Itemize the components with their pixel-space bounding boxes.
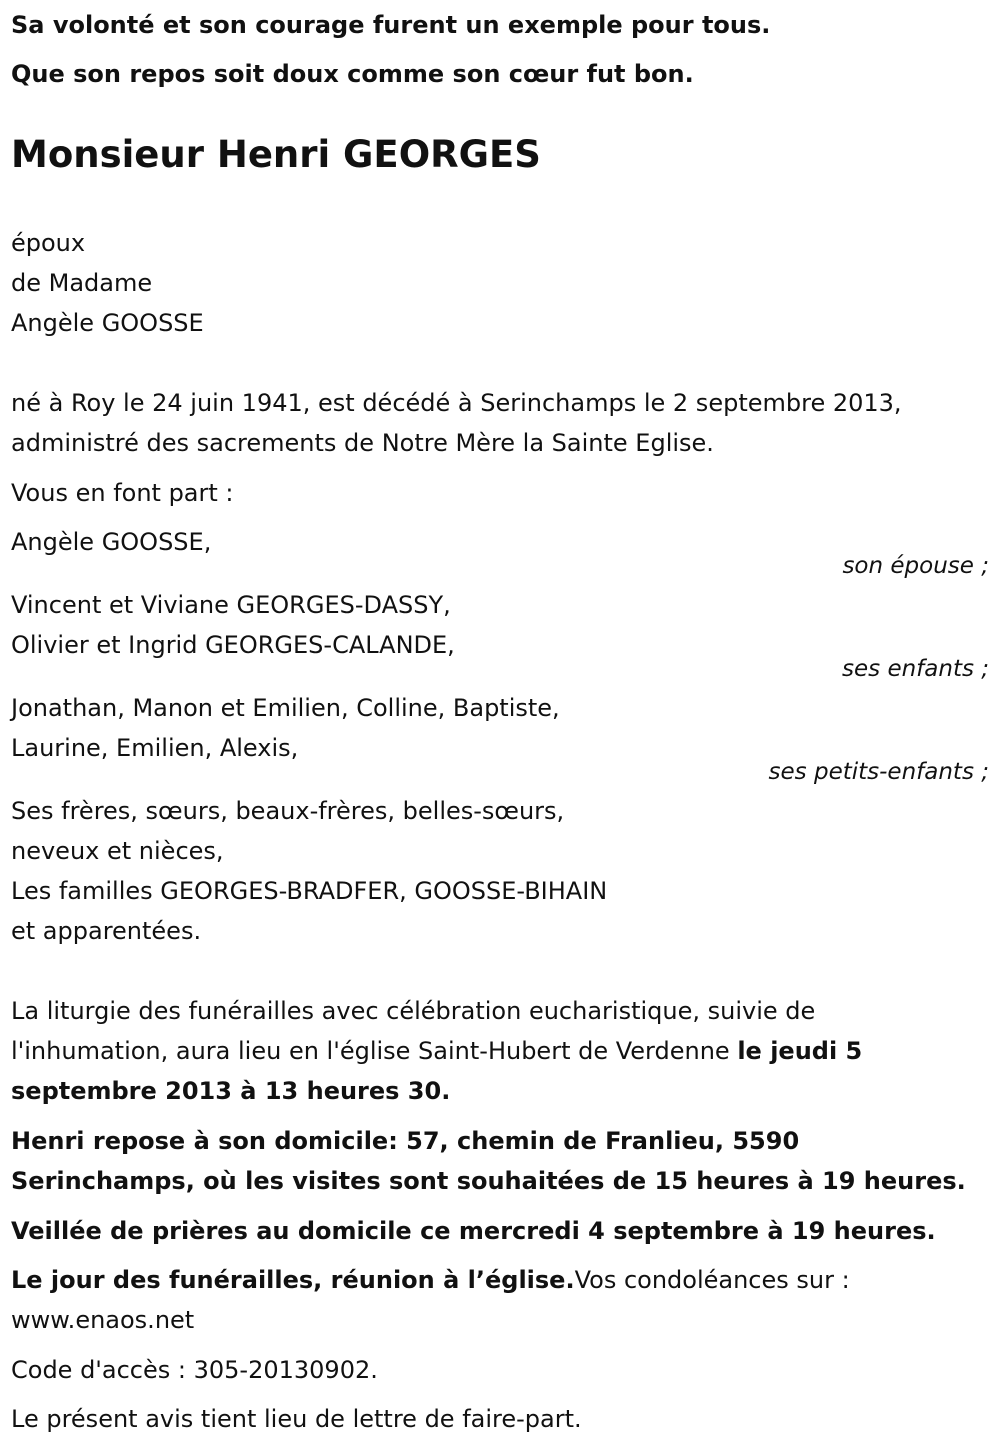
header-line-1: Sa volonté et son courage furent un exemple pour tous. xyxy=(11,11,771,39)
children-line-2: Olivier et Ingrid GEORGES-CALANDE, xyxy=(11,631,455,659)
relatives-line-2: neveux et nièces, xyxy=(11,837,224,865)
grandchildren-line-2: Laurine, Emilien, Alexis, xyxy=(11,734,299,762)
children-line-1: Vincent et Viviane GEORGES-DASSY, xyxy=(11,591,451,619)
funeral-line-1: La liturgie des funérailles avec célébration eucharistique, suivie de xyxy=(11,997,816,1025)
website-link[interactable]: www.enaos.net xyxy=(11,1306,195,1334)
spouse-line-1: époux xyxy=(11,229,86,257)
repose-line-2: Serinchamps, où les visites sont souhaitées de 15 heures à 19 heures. xyxy=(11,1167,966,1195)
funeral-date-start: le jeudi 5 xyxy=(737,1037,863,1065)
grandchildren-role: ses petits-enfants ; xyxy=(768,759,989,785)
meeting-note: Le jour des funérailles, réunion à l’église. xyxy=(11,1266,575,1294)
condolences-label: Vos condoléances sur : xyxy=(574,1266,850,1294)
header-line-2: Que son repos soit doux comme son cœur fut bon. xyxy=(11,60,694,88)
vigil-line: Veillée de prières au domicile ce mercredi 4 septembre à 19 heures. xyxy=(11,1217,936,1245)
repose-line-1: Henri repose à son domicile: 57, chemin de Franlieu, 5590 xyxy=(11,1127,800,1155)
spouse-line-3: Angèle GOOSSE xyxy=(11,309,204,337)
birth-line-2: administré des sacrements de Notre Mère la Sainte Eglise. xyxy=(11,429,714,457)
spouse-line-2: de Madame xyxy=(11,269,153,297)
funeral-line-2 xyxy=(11,1036,862,1066)
announce-line: Vous en font part : xyxy=(11,479,234,507)
relatives-line-3: Les familles GEORGES-BRADFER, GOOSSE-BIHAIN xyxy=(11,877,608,905)
deceased-name: Monsieur Henri GEORGES xyxy=(11,133,541,176)
access-code: Code d'accès : 305-20130902. xyxy=(11,1356,378,1384)
meeting-line xyxy=(11,1265,850,1295)
notice-line: Le présent avis tient lieu de lettre de faire-part. xyxy=(11,1405,582,1433)
funeral-date-end: septembre 2013 à 13 heures 30. xyxy=(11,1077,451,1105)
wife-role: son épouse ; xyxy=(842,553,989,579)
wife-line: Angèle GOOSSE, xyxy=(11,528,212,556)
funeral-location: l'inhumation, aura lieu en l'église Saint-Hubert de Verdenne xyxy=(11,1037,738,1065)
birth-line-1: né à Roy le 24 juin 1941, est décédé à Serinchamps le 2 septembre 2013, xyxy=(11,389,902,417)
relatives-line-4: et apparentées. xyxy=(11,917,202,945)
children-role: ses enfants ; xyxy=(842,656,989,682)
grandchildren-line-1: Jonathan, Manon et Emilien, Colline, Baptiste, xyxy=(11,694,560,722)
relatives-line-1: Ses frères, sœurs, beaux-frères, belles-sœurs, xyxy=(11,797,565,825)
